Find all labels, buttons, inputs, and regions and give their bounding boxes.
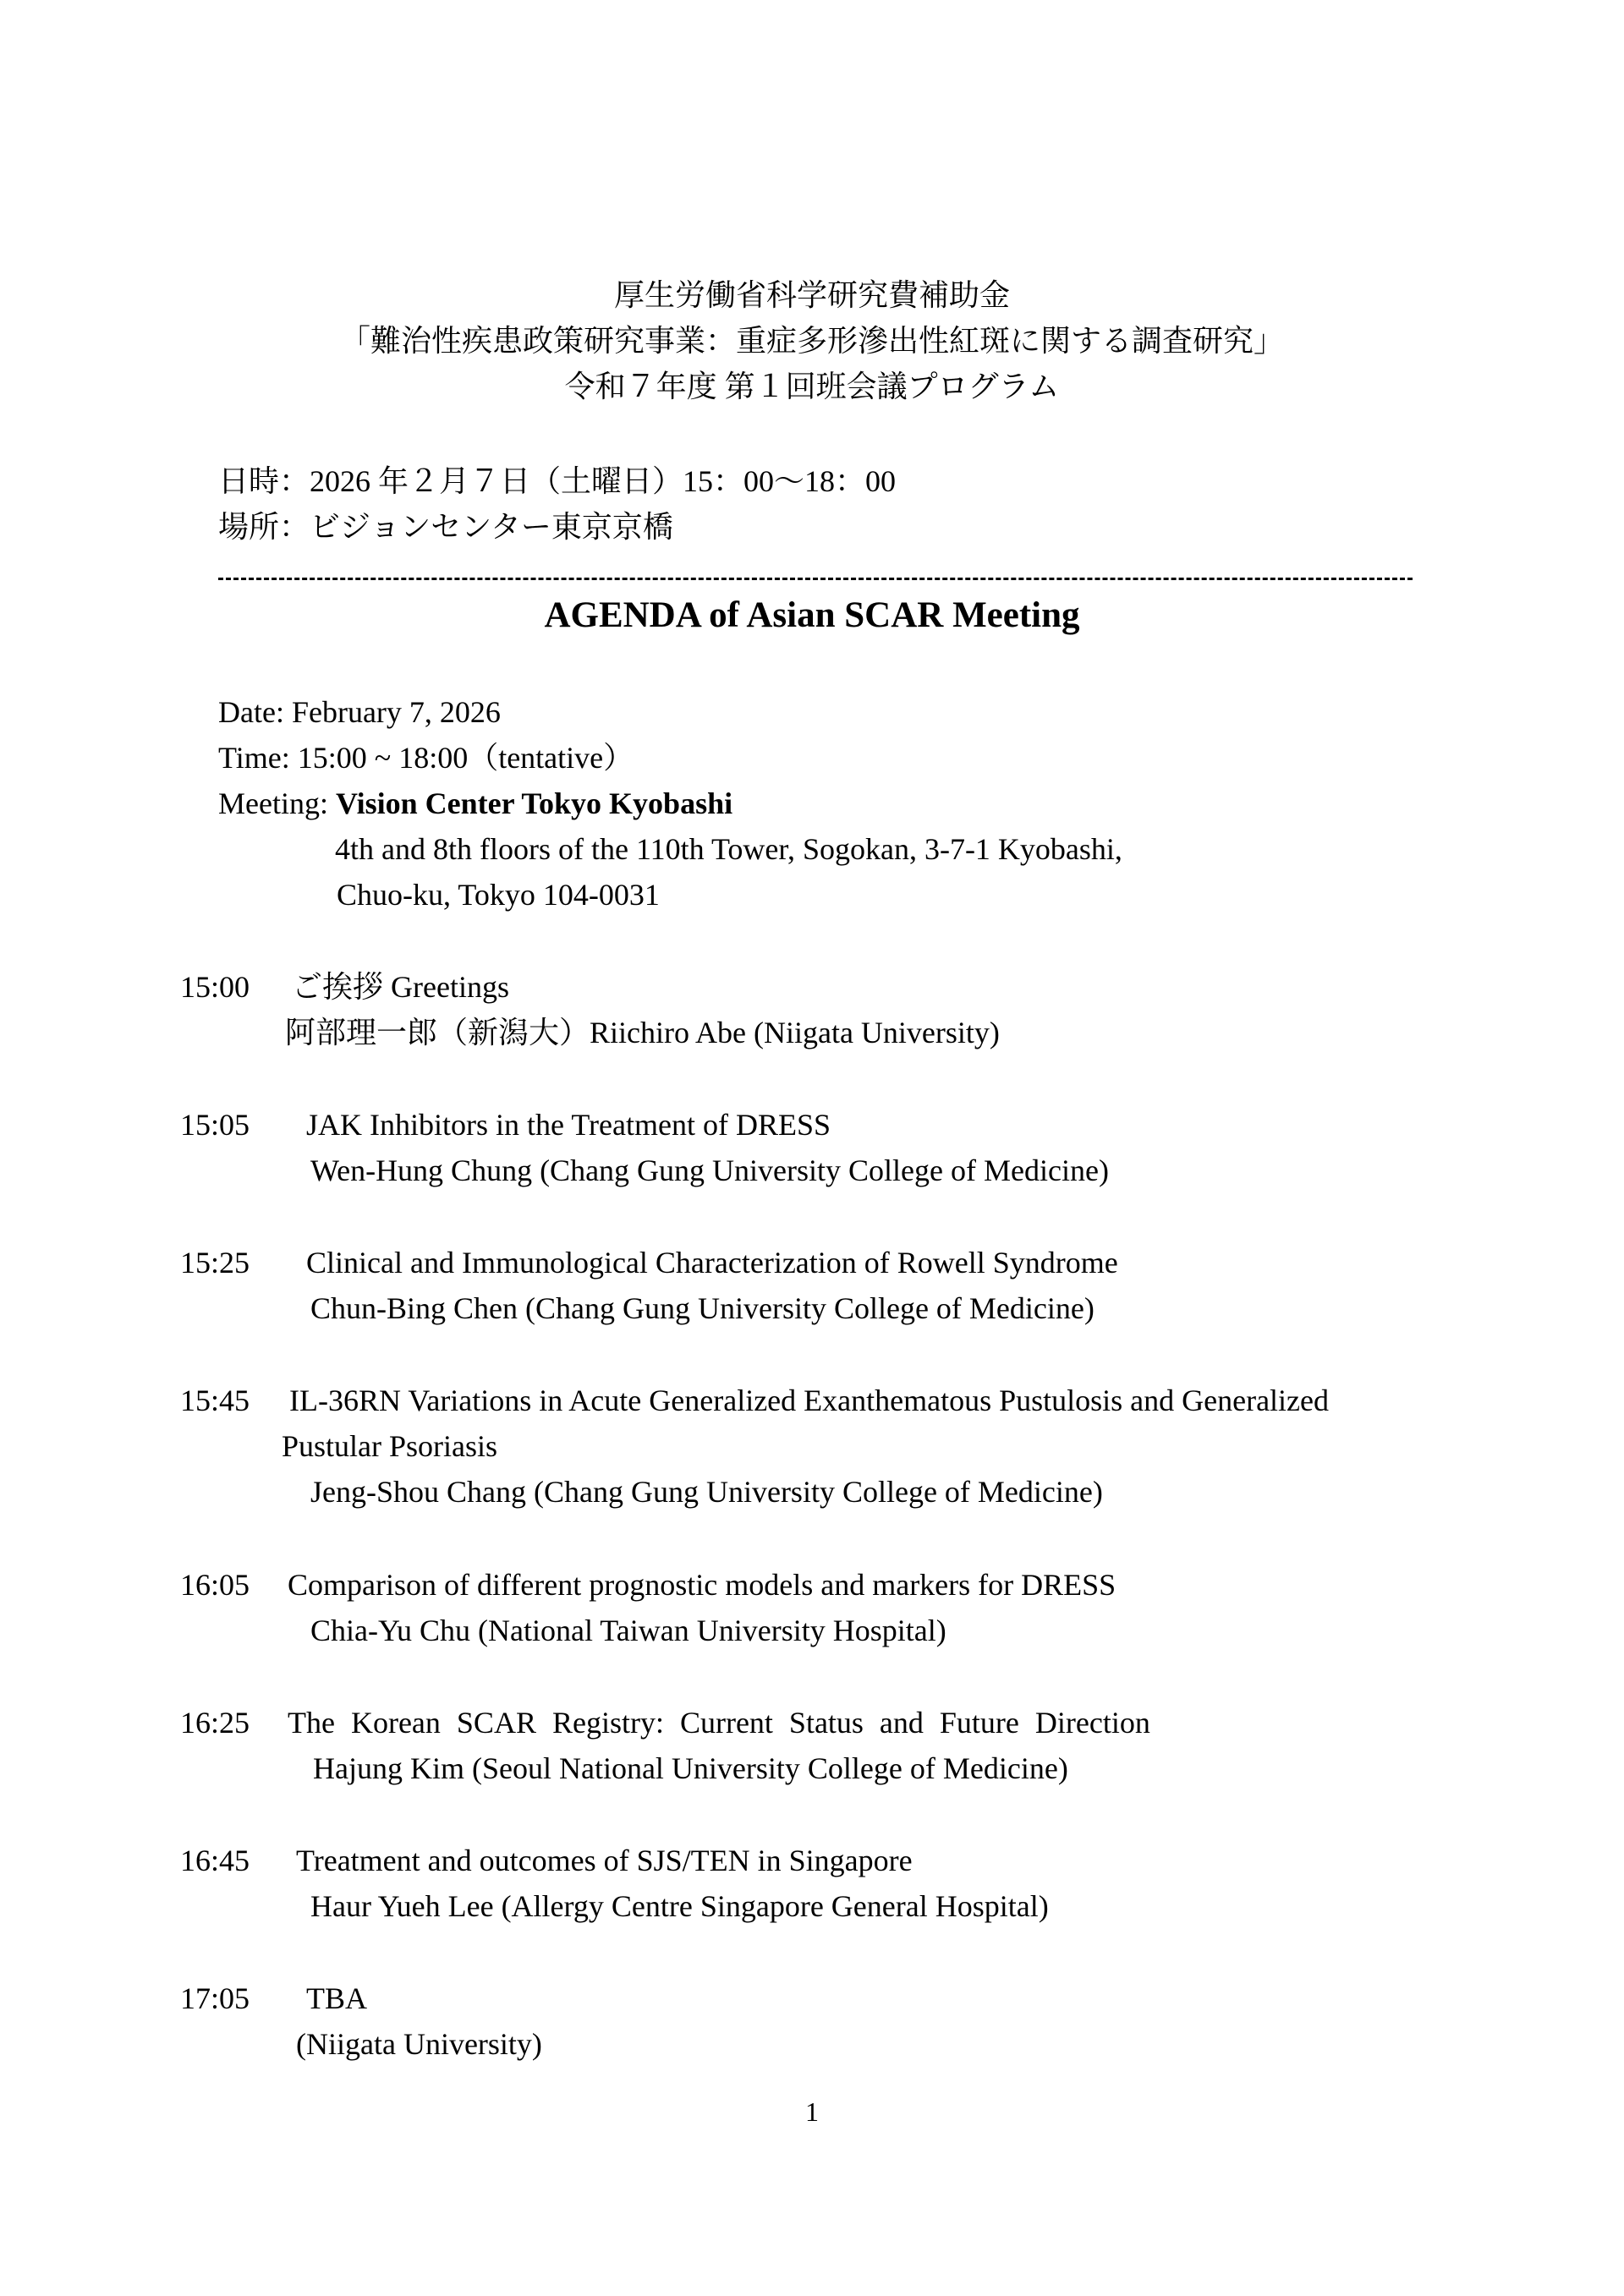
address-line-1: 4th and 8th floors of the 110th Tower, Sogokan, 3-7-1 Kyobashi, xyxy=(335,832,1122,866)
item-title: Clinical and Immunological Characterization of Rowell Syndrome xyxy=(306,1246,1118,1280)
item-title: The Korean SCAR Registry: Current Status and Future Direction xyxy=(288,1706,1150,1740)
item-speaker: 阿部理一郎（新潟大）Riichiro Abe (Niigata University) xyxy=(285,1016,1000,1049)
header-grant-line: 厚生労働省科学研究費補助金 xyxy=(613,278,1010,312)
item-speaker: Hajung Kim (Seoul National University College of Medicine) xyxy=(313,1751,1068,1785)
meeting-venue: Vision Center Tokyo Kyobashi xyxy=(335,786,733,820)
item-time: 16:25 xyxy=(180,1706,250,1740)
page-number: 1 xyxy=(805,2096,819,2127)
item-title: IL-36RN Variations in Acute Generalized Exanthematous Pustulosis and Generalized xyxy=(289,1384,1330,1417)
item-time: 17:05 xyxy=(180,1981,250,2015)
item-time: 16:05 xyxy=(180,1568,250,1602)
item-title: JAK Inhibitors in the Treatment of DRESS xyxy=(306,1108,831,1142)
agenda-meeting xyxy=(218,785,732,822)
item-speaker: (Niigata University) xyxy=(296,2027,542,2061)
agenda-title: AGENDA of Asian SCAR Meeting xyxy=(544,595,1080,635)
item-title: Treatment and outcomes of SJS/TEN in Singapore xyxy=(296,1844,913,1877)
jp-datetime: 日時：2026 年２月７日（土曜日）15：00〜18：00 xyxy=(218,464,897,498)
jp-place: 場所：ビジョンセンター東京京橋 xyxy=(218,510,673,544)
item-time: 16:45 xyxy=(180,1844,250,1877)
item-time: 15:25 xyxy=(180,1246,250,1280)
item-title: TBA xyxy=(306,1981,367,2015)
header-program-line: 令和７年度 第１回班会議プログラム xyxy=(564,370,1060,403)
item-time: 15:05 xyxy=(180,1108,250,1142)
item-speaker: Chun-Bing Chen (Chang Gung University College of Medicine) xyxy=(310,1291,1095,1325)
agenda-date: Date: February 7, 2026 xyxy=(218,695,501,729)
item-title: ご挨拶 Greetings xyxy=(292,970,509,1004)
meeting-label: Meeting: xyxy=(218,786,336,820)
dashed-divider xyxy=(218,578,1413,580)
header-project-line: 「難治性疾患政策研究事業：重症多形滲出性紅斑に関する調査研究」 xyxy=(339,324,1284,358)
item-speaker: Jeng-Shou Chang (Chang Gung University College of Medicine) xyxy=(310,1475,1103,1509)
item-speaker: Haur Yueh Lee (Allergy Centre Singapore General Hospital) xyxy=(310,1889,1049,1923)
item-title: Comparison of different prognostic models and markers for DRESS xyxy=(288,1568,1116,1602)
agenda-time: Time: 15:00 ~ 18:00（tentative） xyxy=(218,741,634,775)
item-time: 15:45 xyxy=(180,1384,250,1417)
item-time: 15:00 xyxy=(180,970,250,1004)
item-speaker: Chia-Yu Chu (National Taiwan University Hospital) xyxy=(310,1614,946,1647)
item-title-continued: Pustular Psoriasis xyxy=(282,1429,498,1463)
item-speaker: Wen-Hung Chung (Chang Gung University College of Medicine) xyxy=(310,1153,1109,1187)
address-line-2: Chuo-ku, Tokyo 104-0031 xyxy=(337,878,660,912)
